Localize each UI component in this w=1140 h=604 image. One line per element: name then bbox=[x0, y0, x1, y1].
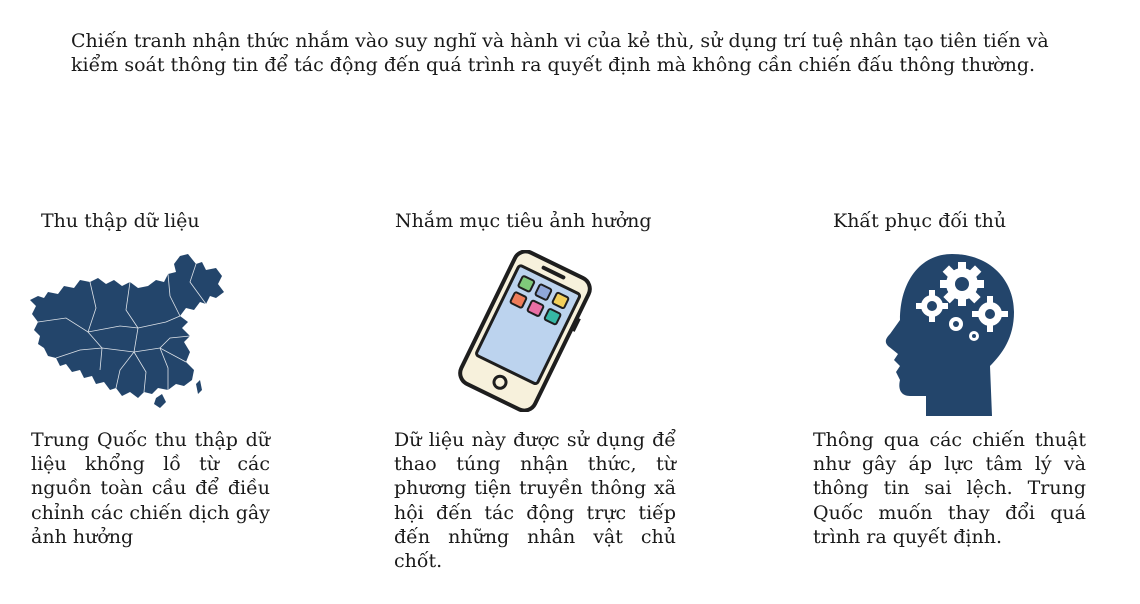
column-title-influence-targeting: Nhắm mục tiêu ảnh hưởng bbox=[395, 210, 652, 232]
smartphone-icon bbox=[452, 250, 598, 412]
column-text-influence-targeting: Dữ liệu này được sử dụng để thao túng nhận thức, từ phương tiện truyền thông xã hội đến tác động trực tiếp đến những nhân vật chủ chốt. bbox=[394, 429, 676, 573]
column-text-data-collection: Trung Quốc thu thập dữ liệu khổng lồ từ các nguồn toàn cầu để điều chỉnh các chiến dịch gây ảnh hưởng bbox=[31, 429, 270, 548]
intro-paragraph: Chiến tranh nhận thức nhắm vào suy nghĩ và hành vi của kẻ thù, sử dụng trí tuệ nhân tạo tiên tiến và kiểm soát thông tin để tác động đến quá trình ra quyết định mà không cần chiến đấu thông thường. bbox=[71, 30, 1049, 76]
china-map-icon bbox=[30, 252, 226, 414]
column-title-data-collection: Thu thập dữ liệu bbox=[41, 210, 200, 232]
column-title-subdue-opponent: Khất phục đối thủ bbox=[833, 210, 1007, 232]
column-text-subdue-opponent: Thông qua các chiến thuật như gây áp lực tâm lý và thông tin sai lệch. Trung Quốc muốn thay đổi quá trình ra quyết định. bbox=[813, 429, 1086, 548]
head-gears-icon bbox=[880, 250, 1020, 418]
